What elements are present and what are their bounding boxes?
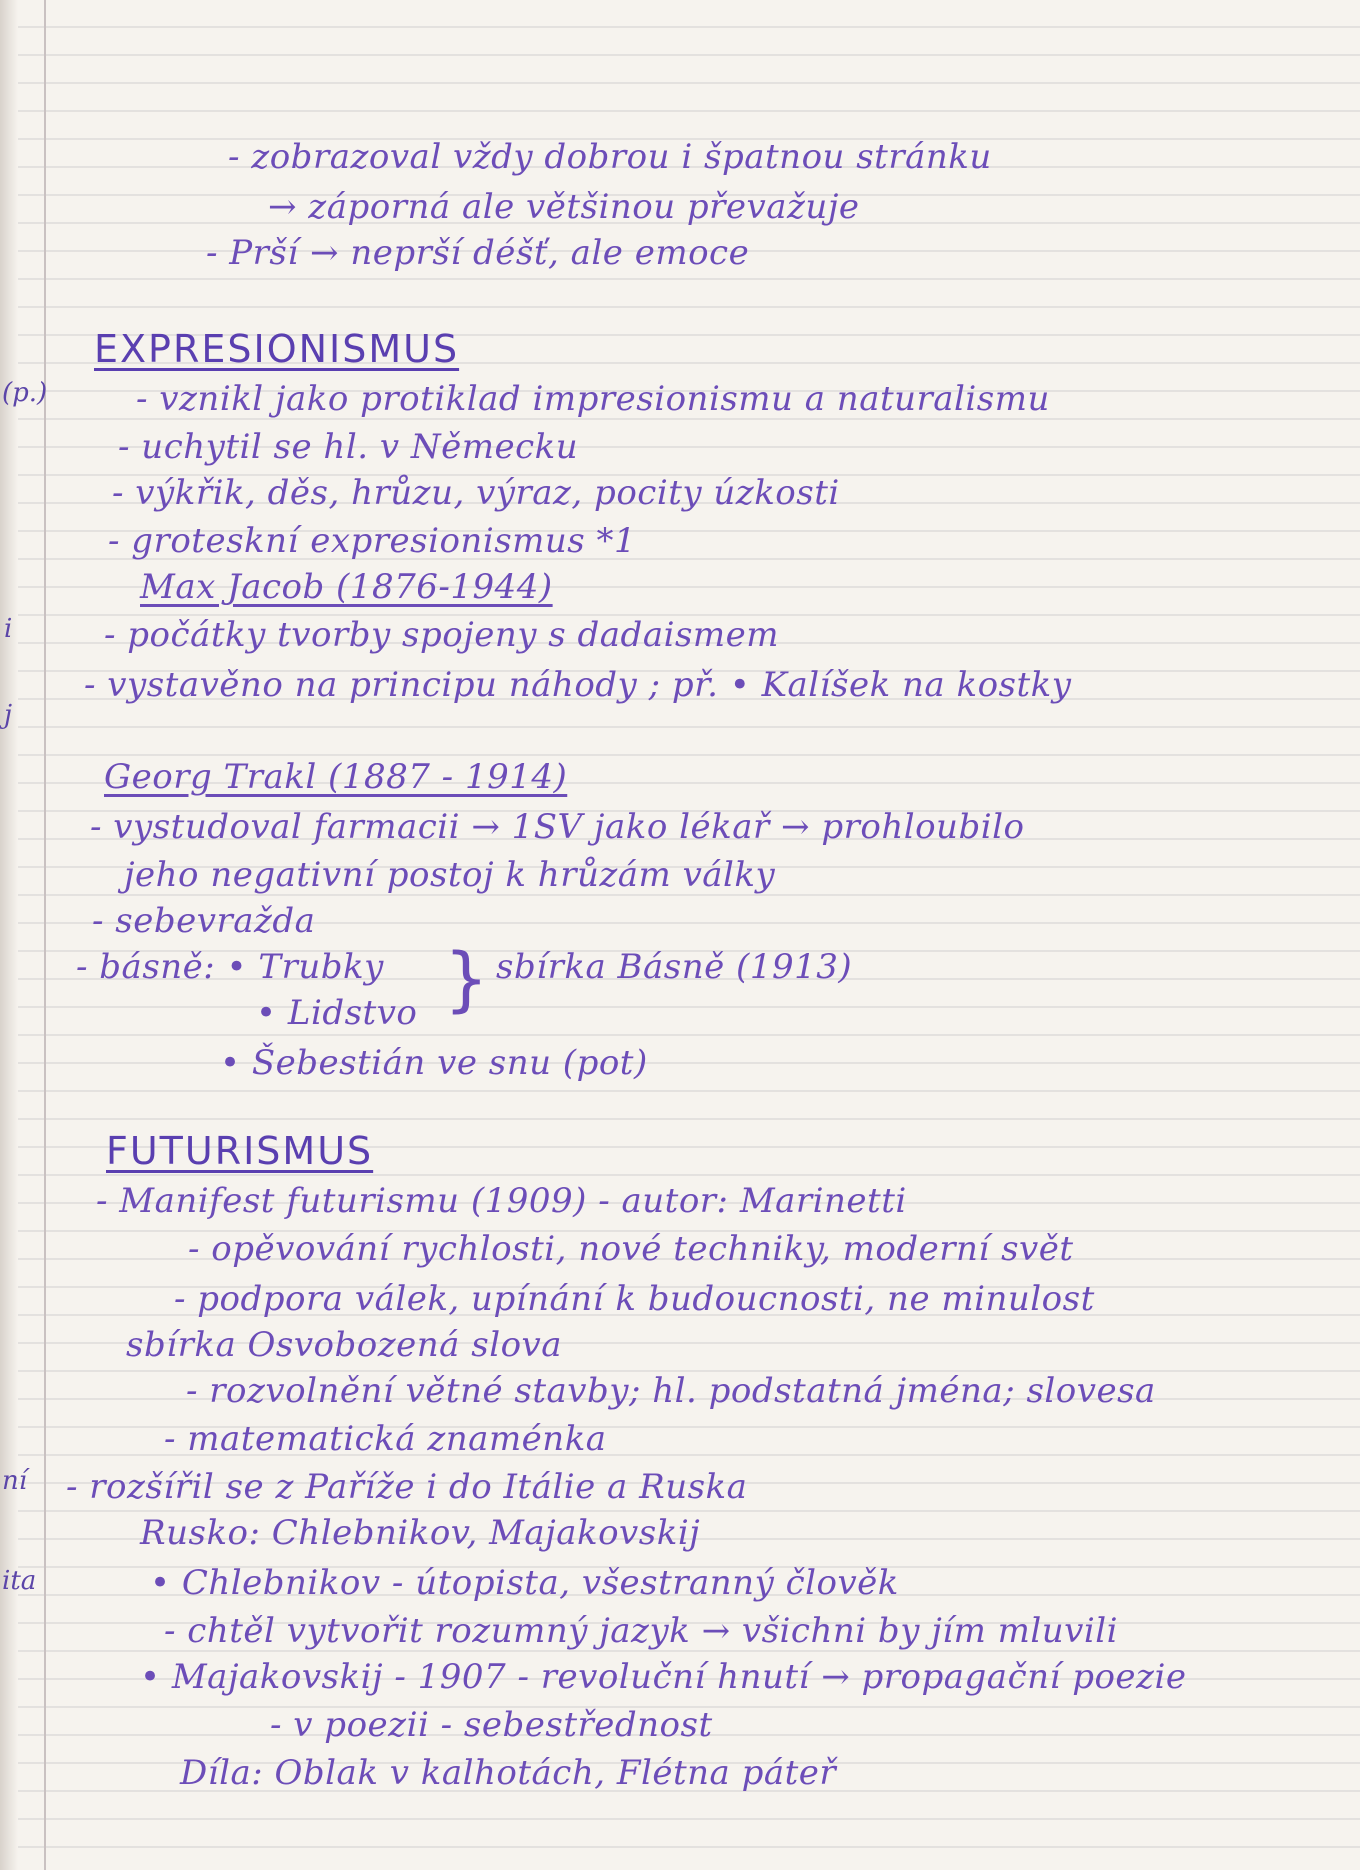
margin-note: ita bbox=[2, 1566, 37, 1596]
note-line: - výkřik, děs, hrůzu, výraz, pocity úzkosti bbox=[112, 473, 840, 513]
section-heading-futurismus: FUTURISMUS bbox=[106, 1129, 374, 1173]
margin-note: j bbox=[4, 700, 13, 730]
section-heading-expresionismus: EXPRESIONISMUS bbox=[94, 327, 460, 371]
note-line: - zobrazoval vždy dobrou i špatnou stránku bbox=[228, 137, 992, 177]
margin-note: (p.) bbox=[2, 378, 48, 408]
note-line: • Šebestián ve snu (pot) bbox=[220, 1043, 648, 1083]
note-line: • Majakovskij - 1907 - revoluční hnutí → propagační poezie bbox=[140, 1657, 1187, 1697]
author-name: Max Jacob (1876-1944) bbox=[140, 567, 553, 607]
note-line: sbírka Básně (1913) bbox=[496, 947, 853, 987]
note-line: - rozvolnění větné stavby; hl. podstatná jména; slovesa bbox=[186, 1371, 1156, 1411]
margin-rule bbox=[44, 0, 46, 1870]
note-line: - v poezii - sebestřednost bbox=[270, 1705, 713, 1745]
note-line: jeho negativní postoj k hrůzám války bbox=[124, 855, 776, 895]
note-line: - podpora válek, upínání k budoucnosti, ne minulost bbox=[174, 1279, 1095, 1319]
note-line: Rusko: Chlebnikov, Majakovskij bbox=[140, 1513, 701, 1553]
note-line: - chtěl vytvořit rozumný jazyk → všichni by jím mluvili bbox=[164, 1611, 1119, 1651]
note-line: - groteskní expresionismus *1 bbox=[108, 521, 637, 561]
author-name: Georg Trakl (1887 - 1914) bbox=[104, 757, 568, 797]
note-line: - vystavěno na principu náhody ; př. • Kalíšek na kostky bbox=[84, 665, 1072, 705]
note-line: Díla: Oblak v kalhotách, Flétna páteř bbox=[180, 1753, 837, 1793]
note-line: sbírka Osvobozená slova bbox=[126, 1325, 563, 1365]
note-line: - vystudoval farmacii → 1SV jako lékař → prohloubilo bbox=[90, 807, 1025, 847]
note-line: - uchytil se hl. v Německu bbox=[118, 427, 579, 467]
note-line: - rozšířil se z Paříže i do Itálie a Ruska bbox=[66, 1467, 748, 1507]
note-line: - Prší → neprší déšť, ale emoce bbox=[206, 233, 750, 273]
note-line: - básně: • Trubky bbox=[76, 947, 384, 987]
brace-symbol: } bbox=[444, 938, 489, 1020]
note-line: • Chlebnikov - útopista, všestranný člověk bbox=[150, 1563, 899, 1603]
margin-note: ní bbox=[2, 1466, 28, 1496]
note-line: - sebevražda bbox=[92, 901, 316, 941]
note-line: - počátky tvorby spojeny s dadaismem bbox=[104, 615, 780, 655]
note-line: - matematická znaménka bbox=[164, 1419, 607, 1459]
margin-note: i bbox=[4, 614, 13, 644]
note-line: - Manifest futurismu (1909) - autor: Marinetti bbox=[96, 1181, 907, 1221]
note-line: - opěvování rychlosti, nové techniky, moderní svět bbox=[188, 1229, 1074, 1269]
note-line: → záporná ale většinou převažuje bbox=[268, 187, 860, 227]
note-line: • Lidstvo bbox=[256, 993, 418, 1033]
note-line: - vznikl jako protiklad impresionismu a naturalismu bbox=[136, 379, 1050, 419]
